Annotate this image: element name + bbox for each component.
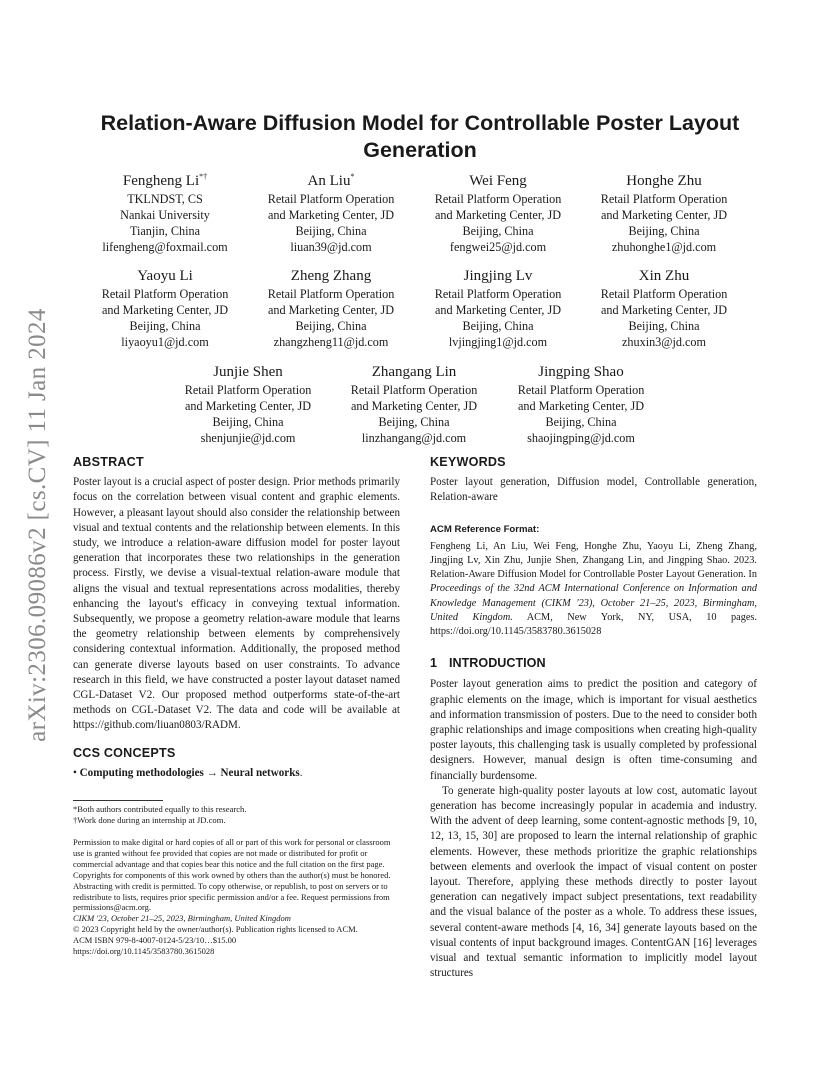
arxiv-sidebar — [18, 290, 58, 760]
ccs-period: . — [299, 766, 303, 779]
author-location: Beijing, China — [295, 224, 367, 238]
keywords-text: Poster layout generation, Diffusion model, Controllable generation, Relation-aware — [430, 476, 757, 504]
footnote-rule — [73, 800, 163, 801]
author-affil: Retail Platform Operation — [600, 287, 728, 301]
copyright-line: © 2023 Copyright held by the owner/author(s). Publication rights licensed to ACM. — [73, 924, 358, 935]
author-email: zhangzheng11@jd.com — [273, 335, 389, 349]
author-affil: Retail Platform Operation — [101, 287, 229, 301]
author-affil: Retail Platform Operation — [600, 192, 728, 206]
author-email: zhuxin3@jd.com — [622, 335, 706, 349]
abstract-text: Poster layout is a crucial aspect of poster design. Prior methods primarily focus on the correlation between visual content and graphic elements. However, a pleasant layout should also consider the relationship between visual and textual contents and the relationship between elements. In this study, we introduce a relation-aware diffusion model for poster layout generation that incorporates these two relationships in the generation process. Firstly, we devise a visual-textual relation-aware module that aligns the visual and textual representations across modalities, thereby enhancing the layout's efficacy in conveying textual information. Subsequently, we propose a geometry relation-aware module that learns the geometry relationship between elements by comprehensively considering contextual information. Additionally, the proposed method can generate diverse layouts based on user constraints. To advance research in this field, we have constructed a poster layout dataset named CGL-Dataset V2. Our proposed method outperforms state-of-the-art methods on CGL-Dataset V2. The data and code will be available at https://github.com/liuan0803/RADM. — [73, 476, 400, 732]
ccs-heading: CCS CONCEPTS — [73, 745, 176, 760]
author-affil: Retail Platform Operation — [517, 383, 645, 397]
author-location: Beijing, China — [628, 224, 700, 238]
author-affil: and Marketing Center, JD — [267, 303, 395, 317]
abstract-heading: ABSTRACT — [73, 455, 144, 469]
author-name: Xin Zhu — [638, 268, 690, 284]
left-column — [73, 455, 400, 781]
author-name: Zheng Zhang — [290, 268, 372, 284]
author-row-3 — [0, 362, 828, 454]
author-1 — [80, 171, 250, 255]
author-5 — [80, 266, 250, 350]
author-mark: * — [350, 172, 355, 181]
author-location: Beijing, China — [628, 319, 700, 333]
author-affil: and Marketing Center, JD — [600, 303, 728, 317]
author-location: Beijing, China — [462, 319, 534, 333]
author-email: lvjingjing1@jd.com — [448, 335, 548, 349]
author-email: liyaoyu1@jd.com — [121, 335, 209, 349]
footnote-internship: †Work done during an internship at JD.com. — [73, 815, 226, 825]
ccs-bullet: • — [73, 766, 77, 779]
author-affil: Retail Platform Operation — [434, 192, 562, 206]
section-title: INTRODUCTION — [449, 656, 546, 671]
intro-paragraph-1: Poster layout generation aims to predict the position and category of graphic elements on the image, which is important for visual aesthetics and information transmission of posters. Due to the need to consider both graphic relationships and image compositions when creating high-quality poster layouts, this challenging task is usually completed by professional designers. However, manual design is often time-consuming and financially burdensome. — [430, 678, 757, 782]
author-mark: *† — [199, 172, 208, 181]
author-affil: and Marketing Center, JD — [517, 399, 645, 413]
author-name: Yaoyu Li — [137, 268, 193, 284]
author-name: Junjie Shen — [213, 364, 283, 380]
intro-paragraph-2: To generate high-quality poster layouts at low cost, automatic layout generation has become increasingly popular in academia and industry. With the advent of deep learning, some content-agnostic methods [9, 10, 12, 13, 15, 30] are proposed to learn the internal relationship of graphic elements. However, these methods prioritize the graphic relationships between elements and overlook the impact of visual content on poster layout. Therefore, applying these methods directly to poster layout generation can negatively impact subject presentations, text readability and the visual balance of the poster as a whole. To address these issues, several content-aware methods [4, 16, 34] generate layouts based on the visual contents of input background images. ContentGAN [16] leverages visual and textual semantic information to implicitly model layout structures — [430, 784, 757, 980]
author-location: Beijing, China — [295, 319, 367, 333]
author-email: shaojingping@jd.com — [527, 431, 635, 445]
right-column — [430, 455, 757, 982]
doi-link[interactable]: https://doi.org/10.1145/3583780.3615028 — [73, 946, 215, 957]
acm-reference-text: Fengheng Li, An Liu, Wei Feng, Honghe Zhu, Yaoyu Li, Zheng Zhang, Jingjing Lv, Xin Zhu, Junjie Shen, Zhangang Lin, and Jingping Shao. 2023. Relation-Aware Diffusion Model for Controllable Poster Layout Generation. In Proceedings of the 32nd ACM International Conference on Information and Knowledge Management (CIKM '23), October 21–25, 2023, Birmingham, United Kingdom. ACM, New York, NY, USA, 10 pages. https://doi.org/10.1145/3583780.3615028 — [430, 540, 758, 638]
author-affil: Nankai University — [120, 208, 210, 222]
author-7 — [413, 266, 583, 350]
author-affil: TKLNDST, CS — [127, 192, 203, 206]
footnotes — [73, 800, 400, 826]
author-name: Honghe Zhu — [626, 173, 702, 189]
author-11 — [496, 362, 666, 446]
author-location: Beijing, China — [129, 319, 201, 333]
author-email: liuan39@jd.com — [290, 240, 372, 254]
footnote-equal-contribution: *Both authors contributed equally to this research. — [73, 804, 247, 814]
introduction-heading — [430, 656, 757, 671]
author-email: fengwei25@jd.com — [449, 240, 547, 254]
author-name: Jingjing Lv — [463, 268, 533, 284]
section-number: 1 — [430, 656, 438, 671]
author-email: lifengheng@foxmail.com — [102, 240, 228, 254]
paper-title: Relation-Aware Diffusion Model for Controllable Poster Layout Generation — [100, 111, 740, 162]
author-location: Beijing, China — [545, 415, 617, 429]
author-10 — [329, 362, 499, 446]
permission-block — [73, 837, 400, 957]
author-affil: Retail Platform Operation — [267, 192, 395, 206]
author-affil: and Marketing Center, JD — [600, 208, 728, 222]
isbn-line: ACM ISBN 979-8-4007-0124-5/23/10…$15.00 — [73, 935, 237, 946]
author-affil: Retail Platform Operation — [267, 287, 395, 301]
ccs-concept-item — [73, 766, 400, 781]
author-affil: and Marketing Center, JD — [101, 303, 229, 317]
author-location: Beijing, China — [462, 224, 534, 238]
author-affil: Retail Platform Operation — [184, 383, 312, 397]
author-4 — [579, 171, 749, 255]
author-name: Zhangang Lin — [371, 364, 457, 380]
author-name: Jingping Shao — [538, 364, 624, 380]
author-row-2 — [0, 266, 828, 358]
author-affil: and Marketing Center, JD — [267, 208, 395, 222]
author-name: An Liu — [307, 173, 351, 189]
keywords-heading: KEYWORDS — [430, 455, 506, 469]
author-location: Tianjin, China — [130, 224, 200, 238]
author-location: Beijing, China — [378, 415, 450, 429]
author-affil: and Marketing Center, JD — [434, 208, 562, 222]
author-8 — [579, 266, 749, 350]
arxiv-identifier: arXiv:2306.09086v2 [cs.CV] 11 Jan 2024 — [24, 308, 51, 742]
author-2 — [246, 171, 416, 255]
acm-reference-heading: ACM Reference Format: — [430, 523, 540, 535]
permission-text: Permission to make digital or hard copies of all or part of this work for personal or classroom use is granted without fee provided that copies are not made or distributed for profit or commercial advantage and that copies bear this notice and the full citation on the first page. Copyrights for components of this work owned by others than the author(s) must be honored. Abstracting with credit is permitted. To copy otherwise, or republish, to post on servers or to redistribute to lists, requires prior specific permission and/or a fee. Request permissions from permissions@acm.org. — [73, 837, 391, 913]
author-location: Beijing, China — [212, 415, 284, 429]
author-9 — [163, 362, 333, 446]
author-name: Wei Feng — [469, 173, 527, 189]
author-email: shenjunjie@jd.com — [200, 431, 296, 445]
author-affil: and Marketing Center, JD — [184, 399, 312, 413]
author-email: zhuhonghe1@jd.com — [611, 240, 717, 254]
venue-line: CIKM '23, October 21–25, 2023, Birmingham, United Kingdom — [73, 913, 291, 924]
author-affil: and Marketing Center, JD — [434, 303, 562, 317]
author-row-1 — [0, 171, 828, 263]
author-email: linzhangang@jd.com — [361, 431, 467, 445]
author-6 — [246, 266, 416, 350]
author-3 — [413, 171, 583, 255]
author-affil: and Marketing Center, JD — [350, 399, 478, 413]
ccs-concept: Computing methodologies → Neural networks — [79, 766, 300, 779]
author-affil: Retail Platform Operation — [350, 383, 478, 397]
author-affil: Retail Platform Operation — [434, 287, 562, 301]
author-name: Fengheng Li — [122, 173, 200, 189]
